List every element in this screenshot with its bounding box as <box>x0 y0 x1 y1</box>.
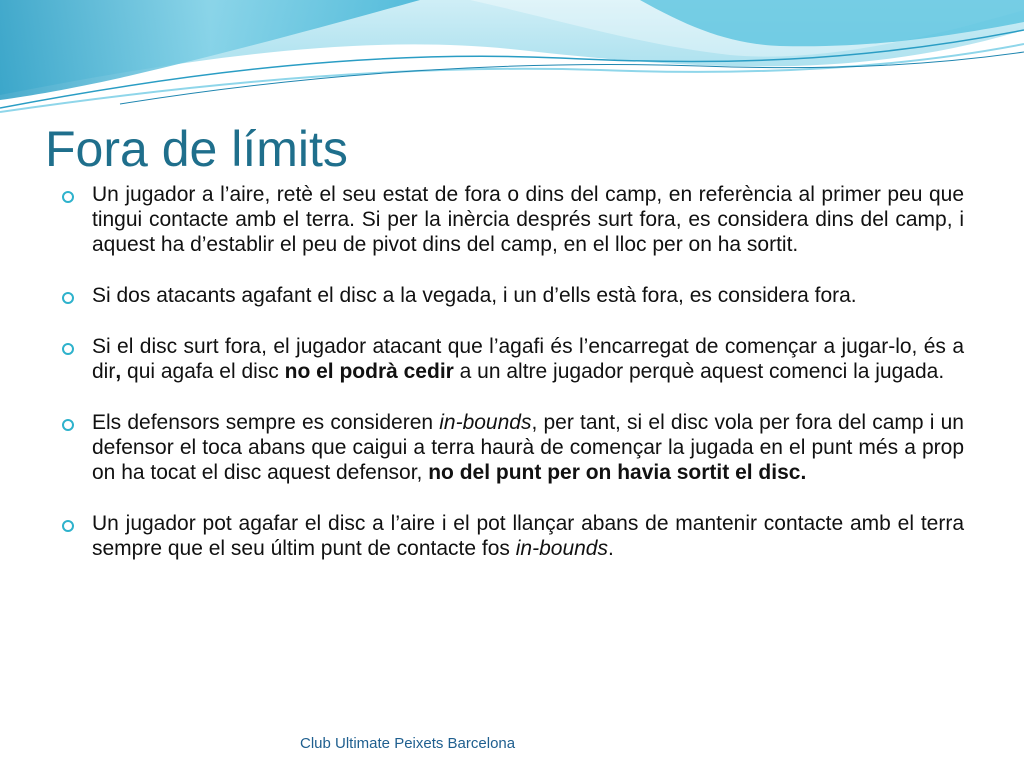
bullet-text-segment: . <box>607 537 614 560</box>
bullet-item <box>62 410 964 485</box>
bullet-item <box>62 334 964 384</box>
hollow-circle-bullet-icon <box>62 292 74 304</box>
bullet-text-segment: no el podrà cedir <box>284 360 454 383</box>
bullet-list <box>62 182 964 561</box>
bullet-text <box>92 284 857 307</box>
bullet-text <box>92 335 964 383</box>
bullet-text <box>92 411 964 484</box>
bullet-text-segment: Els defensors sempre es consideren <box>92 411 440 434</box>
hollow-circle-bullet-icon <box>62 191 74 203</box>
bullet-text-segment: , <box>115 360 122 383</box>
slide-title: Fora de límits <box>45 121 348 177</box>
bullet-text-segment: in-bounds <box>515 537 608 560</box>
bullet-text-segment: Un jugador a l’aire, retè el seu estat de fora o dins del camp, en referència al primer peu que tingui contacte amb el terra. Si per la inèrcia després surt fora, es considera dins del camp, i aquest ha d’establir el peu de pivot dins del camp, en el lloc per on ha sortit. <box>92 183 964 256</box>
bullet-text-segment: Un jugador pot agafar el disc a l’aire i el pot llançar abans de mantenir contacte amb el terra sempre que el seu últim punt de contacte fos <box>92 512 964 560</box>
hollow-circle-bullet-icon <box>62 343 74 355</box>
bullet-text-segment: no del punt per on havia sortit el disc. <box>428 461 807 484</box>
header-wave-decoration <box>0 0 1024 120</box>
bullet-text-segment: Si el disc surt fora, el jugador atacant que l’agafi és l’encarregat de començar a jugar-lo, és a dir <box>92 335 964 383</box>
bullet-item <box>62 283 964 308</box>
bullet-text <box>92 183 964 256</box>
bullet-text-segment: qui agafa el disc <box>121 360 285 383</box>
hollow-circle-bullet-icon <box>62 419 74 431</box>
bullet-text-segment: , per tant, si el disc vola per fora del camp i un defensor el toca abans que caigui a terra haurà de començar la jugada en el punt més a prop on ha tocat el disc aquest defensor, <box>92 411 964 484</box>
slide-footer: Club Ultimate Peixets Barcelona <box>300 735 516 752</box>
bullet-text-segment: in-bounds <box>439 411 532 434</box>
bullet-item <box>62 182 964 257</box>
bullet-text-segment: a un altre jugador perquè aquest comenci la jugada. <box>453 360 945 383</box>
bullet-item <box>62 511 964 561</box>
hollow-circle-bullet-icon <box>62 520 74 532</box>
bullet-text <box>92 512 964 560</box>
bullet-text-segment: Si dos atacants agafant el disc a la vegada, i un d’ells està fora, es considera fora. <box>92 284 857 307</box>
wave-line-3 <box>120 52 1024 104</box>
